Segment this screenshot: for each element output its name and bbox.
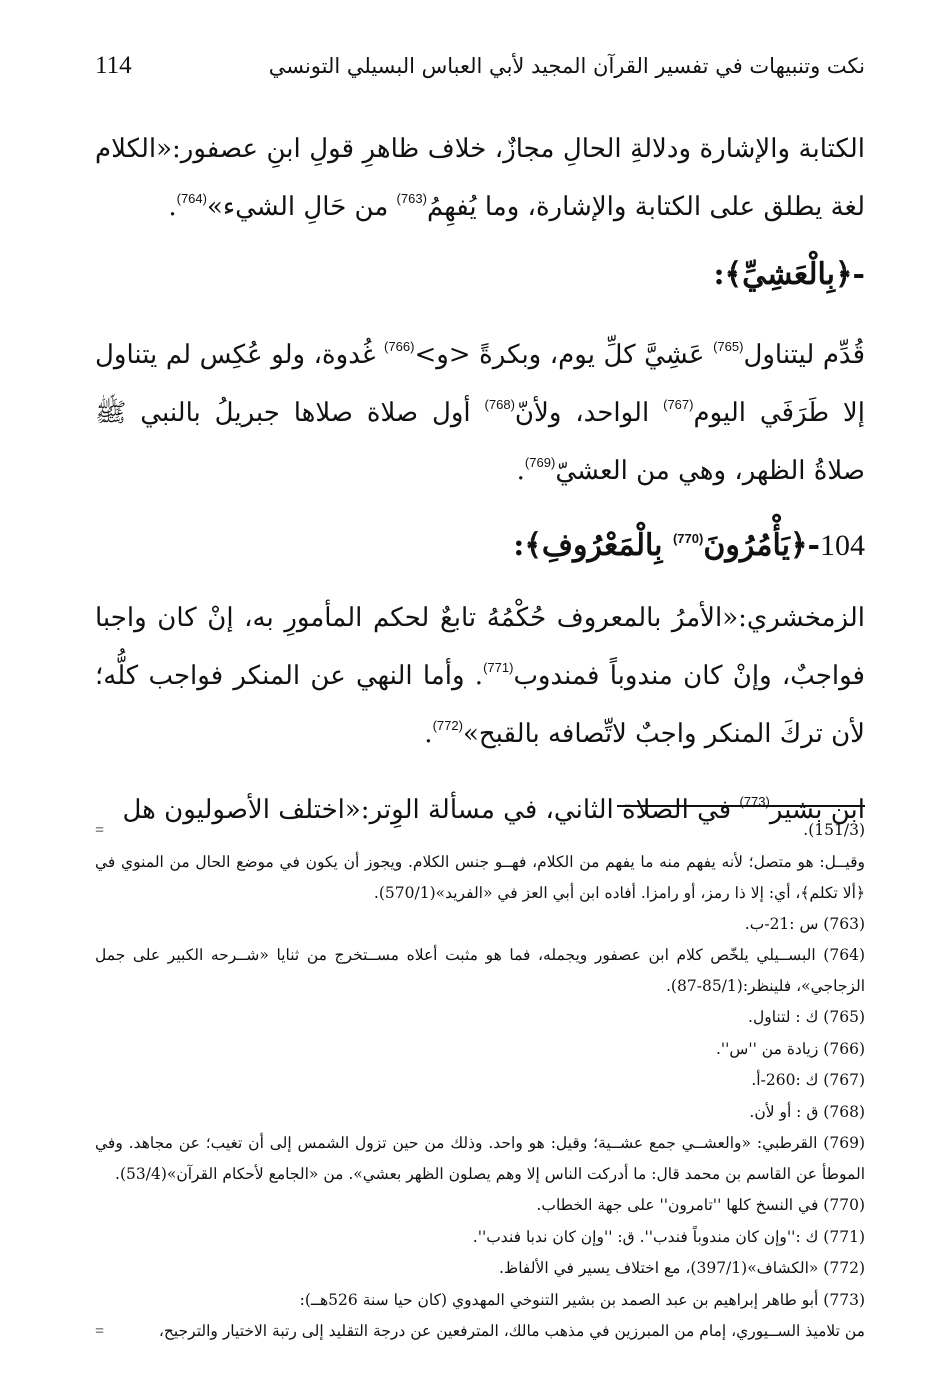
- footnote-765: (765) ك : لتناول.: [748, 1008, 865, 1026]
- footnote-773: (773) أبو طاهر إبراهيم بن عبد الصمد بن بشير التنوخي المهدوي (كان حيا سنة 526هــ):: [299, 1290, 865, 1309]
- footnote-ref-765[interactable]: (765): [713, 339, 744, 354]
- continuation-marker: =: [95, 822, 105, 839]
- page: [95, 40, 865, 1380]
- footnote-continuation-text: وقيــل: هو متصل؛ لأنه يفهم منه ما يفهم من الكلام، فهــو جنس الكلام. ويجوز أن يكون في موضع الحال من المنوي في ﴿ألا تكلم﴾، أي: إلا ذا رمز، أو رامزا. أفاده ابن أبي العز في «الفريد»(570/1).: [95, 852, 865, 902]
- paragraph-2: قُدِّم ليتناول$^{(765)}$ عَشِيَّ كلِّ يوم، وبكرةً <و>$^{(766)}$ غُدوة، ولو عُكِس لم يتناول إلا طَرَفَي اليوم$^{(767)}$ الواحد، ولأنّ$^{(768)}$ أول صلاة صلاها جبريلُ بالنبي ﷺ صلاةُ الظهر، وهي من العشيّ$^{(769)}$.: [95, 339, 866, 486]
- footnote-766: (766) زيادة من ''س''.: [715, 1039, 865, 1058]
- footnote-ref-769[interactable]: (769): [524, 455, 556, 470]
- running-header: [95, 52, 865, 94]
- verse-heading-104: 104-﴿يَأْمُرُونَ$^{(770)}$ بِالْمَعْرُوفِ﴾:: [513, 528, 865, 563]
- paragraph-4: ابن بشير$^{(773)}$ في الصلاة الثاني، في مسألة الوِتر:«اختلف الأصوليون هل: [122, 794, 865, 825]
- verse-number: 104: [820, 529, 865, 562]
- footnote-767: (767) ك :260-أ.: [751, 1071, 865, 1089]
- footnote-ref-767[interactable]: (767): [663, 397, 694, 412]
- footnote-ref-768[interactable]: (768): [484, 397, 515, 412]
- footnote-768: (768) ق : أو لأن.: [749, 1102, 865, 1121]
- footnote-ref-770[interactable]: (770): [672, 531, 704, 546]
- footnote-772: (772) «الكشاف»(397/1)، مع اختلاف يسير في الألفاظ.: [498, 1259, 865, 1277]
- footnote-ref-771[interactable]: (771): [483, 660, 514, 675]
- footnote-769: (769) القرطبي: «والعشــي جمع عشــية؛ وقيل: هو واحد. وذلك من حين تزول الشمس إلى أن تغيب؛ عن مجاهد. وفي الموطأ عن القاسم بن محمد قال: ما أدركت الناس إلا وهم يصلون الظهر بعشي». من «الجامع لأحكام القرآن»(53/4).: [95, 1134, 865, 1183]
- footnote-773-continued: من تلاميذ الســيوري، إمام من المبرزين في مذهب مالك، المترفعين عن درجة التقليد إلى رتبة الاختيار والترجيح، =: [95, 1316, 865, 1348]
- footnote-ref-763[interactable]: (763): [396, 191, 427, 206]
- footnote-ref-766[interactable]: (766): [384, 339, 415, 354]
- page-number: 114: [95, 52, 132, 79]
- continuation-marker-end: =: [95, 1323, 105, 1340]
- paragraph-1: الكتابة والإشارة ودلالةِ الحالِ مجازٌ، خلاف ظاهرِ قولِ ابنِ عصفور:«الكلام لغة يطلق على الكتابة والإشارة، وما يُفهِمُ$^{(763)}$ من حَالِ الشيء»$^{(764)}$.: [95, 134, 865, 222]
- footnotes: [95, 815, 865, 1348]
- footnote-770: (770) في النسخ كلها ''تامرون'' على جهة الخطاب.: [536, 1196, 865, 1214]
- verse-heading-bilashiyy: -﴿بِالْعَشِيِّ﴾:: [713, 257, 865, 292]
- header-title: نكت وتنبيهات في تفسير القرآن المجيد لأبي العباس البسيلي التونسي: [268, 54, 865, 78]
- footnote-continuation-ref: (151/3). =: [95, 815, 865, 847]
- footnote-764: (764) البســيلي يلخّص كلام ابن عصفور ويجمله، فما هو مثبت أعلاه مســتخرج من ثنايا «شــرحه الكبير على جمل الزجاجي»، فلينظر:(85/1-87).: [95, 946, 865, 995]
- footnote-771: (771) ك :''وإن كان مندوباً فندب''. ق: ''وإن كان ندبا فندب''.: [472, 1227, 865, 1246]
- paragraph-3: الزمخشري:«الأمرُ بالمعروف حُكْمُهُ تابعٌ لحكم المأمورِ به، إنْ كان واجبا فواجبٌ، وإنْ كان مندوباً فمندوب$^{(771)}$. وأما النهي عن المنكر فواجب كلُّه؛ لأن تركَ المنكر واجبٌ لاتِّصافه بالقبح»$^{(772)}$.: [95, 603, 865, 749]
- footnote-ref-773[interactable]: (773): [739, 794, 770, 809]
- footnote-separator: [617, 805, 865, 807]
- footnote-763: (763) س :21-ب.: [744, 914, 865, 933]
- footnote-ref-764[interactable]: (764): [176, 191, 207, 206]
- footnote-ref-772[interactable]: (772): [432, 718, 463, 733]
- main-text: [95, 124, 865, 853]
